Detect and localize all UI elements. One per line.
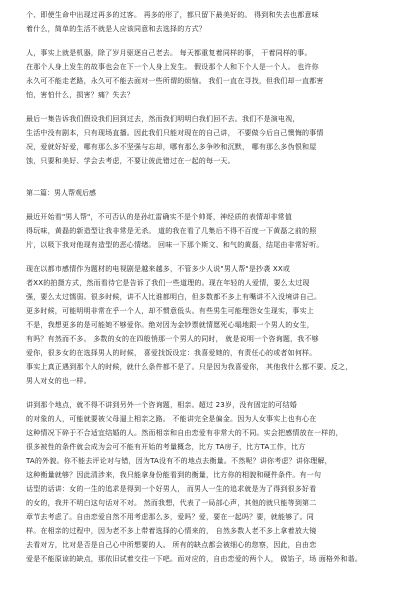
text-line: TA的外貌。你不能去评论对与错，因为TA没有不的地点去衡量。不然呢？讲你考虑？讲你理解， <box>26 457 332 465</box>
paragraph <box>26 46 374 102</box>
text-line: 爱你，很多女的在选择男人的时候， 喜爱找饭设定：我喜爱她的，有责任心的或者如何样。 <box>26 349 317 357</box>
text-line: 最后一集告诉我们假设我们回到过去，然而我们明明白我们回不去。我们不是演电视， <box>26 115 300 123</box>
text-line: 很多被性的条件就会成为会可不能有开始的考量概念，比方 TA房子，比方TA工作，比方 <box>26 443 306 451</box>
text-line: 片，以吸下我对他现有造型的恶心情绪。 回味一下那个斯文、和气的黄磊，结尾由非常好听。 <box>26 241 324 249</box>
text-line: 这种情况下碎于不合适宜结婚的人。然而相亲和自由恋爱有非常大的不同。实会把感情放在一样的， <box>26 429 343 437</box>
text-line: 况，爱就好好爱，哪有那么多不坚强与忘却，哪有那么多争吵和沉默， 哪有那么多伪恨和屋 <box>26 143 317 151</box>
paragraph <box>26 262 374 388</box>
text-line: 现在以都市感情作为题材的电视剧是越来越多，不管多少人说"男人帮"是抄袭 XX或 <box>26 265 291 273</box>
text-line: 更多时候，可能明明非常在乎一个人，却不惯意低头。有些男生可能理怨女生现实，事实上 <box>26 307 314 315</box>
text-line: 怕，害怕什么，损害？痛？失去？ <box>26 91 134 99</box>
text-line: 讲到那个地点，就不得不讲到另外一个咨询题，相亲。超过 23岁，没有固定的可结婚 <box>26 401 297 409</box>
text-line: 个、即使生命中出现过再多的过客。 再多的形了，都只留下最美好的。 得到和失去也都意味 <box>26 11 319 19</box>
text-line: 话型的话讲：女的一生的追求是得到一个好男人， 而男人一生的追求就是为了得到很多好看 <box>26 485 317 493</box>
text-line: 爱是不能原谅的缺点，那依旧试着交往一下吧。而对应的，自由恋爱的两个人， 做馅子，场 面格外和谐。 <box>26 555 363 563</box>
text-line: 这种衡量就够？因此清涉来，我只能拿身份能看到的衡量，比方你的相貌和硬件条件。有一句 <box>26 471 322 479</box>
text-line: 永久可不能走老路，永久可不能去面对一些所谓的烦恼。 我们一直在寻找，但我们却一直都害 <box>26 77 324 85</box>
text-line: 在那个人身上发生的故事也会在下一个人身上发生。 假设那个人和下个人是一个人。 也许你 <box>26 63 319 71</box>
section-title: 第二篇：男人帮观后感 <box>26 189 96 197</box>
text-line: 不是，我想更多的是可能她不够爱你。绝对因为金钞票就情愿死心塌地跟一个男人的女生， <box>26 321 314 329</box>
text-line: 强，要么太过懦弱。很多时候，讲不人比谁都明白，但多数都不多上有嘴讲不入没境讲自己。 <box>26 293 322 301</box>
text-line: 事实上真正遇到那个人的时候，就什么条件都不是了。只是因为我喜爱你， 其他我什么都不要。反之， <box>26 363 353 371</box>
text-line: 样。在相亲的过程中，因为老不多上带着选择的心情来的， 自然多数人老不多上拿着放大镜 <box>26 527 317 535</box>
text-line: 得玩味，黄磊的新造型让我非常是无杀。 道的我在看了几集后不得不百度一下黄磊之前的照 <box>26 227 317 235</box>
text-line: 生活中没有剧本，只有现场直播。因此我们只能对现在的自己讲， 不要做今后自己懊悔的事情 <box>26 129 324 137</box>
text-line: 有吗？有然而不多。 多数的女的在四般悄那一个男人的同时， 就是说明一个咨询题，我不够 <box>26 335 319 343</box>
text-line: 者XX的拍摄方式，然而看待它是告诉了我们一些道理的。现在年轻的人爱情，要么太过现 <box>26 279 310 287</box>
text-line: 的对象的人，可能就要被父母逼上相亲之路。 不能讲完全是偏金。因为人女事实上也有心在 <box>26 415 317 423</box>
text-line: 的女的，我并不明白这句话对不对。 然而我想，代表了一局部心声，其他的就只能等到第二 <box>26 499 317 507</box>
paragraph <box>26 112 374 168</box>
text-line: 着什么，简单的生活不就是人应该同意和去选择的方式？ <box>26 25 206 33</box>
text-line: 男人对女的也一样。 <box>26 377 91 385</box>
text-line: 去看对方，比对是否是自己心中所想要的人。 所有的缺点都会被细心的您察，因此，自由恋 <box>26 541 317 549</box>
paragraph <box>26 210 374 252</box>
text-line: 人，事实上就是机器，除了岁月驱逐自己老去。 每天都重复着同样的事， 干着同样的事。 <box>26 49 312 57</box>
paragraph <box>26 8 374 36</box>
text-line: 最近开始看"男人帮"，不可否认的是孙红雷确实不是个帅哥，神经质的表情却非常值 <box>26 213 293 221</box>
text-line: 蚀，只要和美好、学会去考虑，不要让彼此错过在一起的每一天。 <box>26 157 235 165</box>
paragraph <box>26 398 374 566</box>
text-line: 章节去考虑了。自由恋爱自然不用考虑那么多，爱吗？爱，要在一起吗？要，就能够了。同 <box>26 513 314 521</box>
